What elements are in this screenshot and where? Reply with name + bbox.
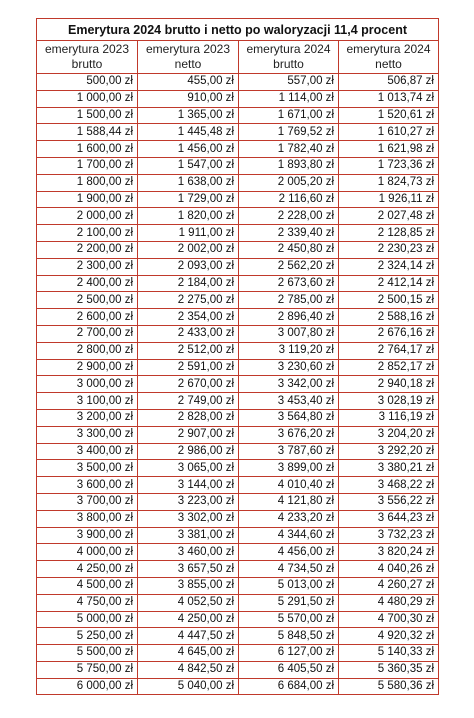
pension-table-sheet [36, 18, 438, 695]
cell-2024-gross: 3 342,00 zł [239, 376, 339, 393]
table-row [37, 393, 439, 410]
header-line: emerytura 2023 [44, 42, 130, 56]
cell-2023-gross: 5 000,00 zł [37, 611, 138, 628]
cell-2024-net: 2 324,14 zł [339, 258, 439, 275]
cell-2024-gross: 5 570,00 zł [239, 611, 339, 628]
cell-2023-net: 4 052,50 zł [138, 594, 239, 611]
cell-2023-gross: 2 600,00 zł [37, 309, 138, 326]
cell-2023-gross: 5 500,00 zł [37, 645, 138, 662]
cell-2024-net: 2 230,23 zł [339, 241, 439, 258]
cell-2024-gross: 2 116,60 zł [239, 191, 339, 208]
cell-2024-net: 506,87 zł [339, 74, 439, 91]
cell-2023-net: 3 460,00 zł [138, 544, 239, 561]
cell-2024-gross: 4 233,20 zł [239, 510, 339, 527]
cell-2024-net: 4 480,29 zł [339, 594, 439, 611]
cell-2024-gross: 1 114,00 zł [239, 90, 339, 107]
table-row [37, 107, 439, 124]
table-row [37, 645, 439, 662]
table-row [37, 510, 439, 527]
table-header-row [37, 41, 439, 74]
table-row [37, 90, 439, 107]
table-row [37, 678, 439, 695]
cell-2024-net: 1 723,36 zł [339, 157, 439, 174]
cell-2023-gross: 500,00 zł [37, 74, 138, 91]
cell-2024-gross: 2 896,40 zł [239, 309, 339, 326]
table-row [37, 661, 439, 678]
table-row [37, 141, 439, 158]
cell-2024-gross: 557,00 zł [239, 74, 339, 91]
cell-2023-net: 455,00 zł [138, 74, 239, 91]
cell-2024-gross: 3 230,60 zł [239, 359, 339, 376]
cell-2024-gross: 4 010,40 zł [239, 477, 339, 494]
cell-2023-gross: 1 500,00 zł [37, 107, 138, 124]
cell-2024-net: 2 027,48 zł [339, 208, 439, 225]
table-row [37, 275, 439, 292]
cell-2023-net: 1 820,00 zł [138, 208, 239, 225]
cell-2023-gross: 6 000,00 zł [37, 678, 138, 695]
cell-2023-net: 3 657,50 zł [138, 561, 239, 578]
cell-2023-net: 5 040,00 zł [138, 678, 239, 695]
table-row [37, 628, 439, 645]
cell-2024-net: 4 920,32 zł [339, 628, 439, 645]
table-row [37, 191, 439, 208]
cell-2023-net: 2 986,00 zł [138, 443, 239, 460]
cell-2024-net: 2 412,14 zł [339, 275, 439, 292]
cell-2024-gross: 3 453,40 zł [239, 393, 339, 410]
cell-2023-net: 2 275,00 zł [138, 292, 239, 309]
table-row [37, 174, 439, 191]
cell-2023-net: 3 065,00 zł [138, 460, 239, 477]
cell-2024-gross: 1 769,52 zł [239, 124, 339, 141]
header-line: emerytura 2024 [346, 42, 431, 56]
table-row [37, 527, 439, 544]
cell-2023-net: 3 144,00 zł [138, 477, 239, 494]
cell-2023-gross: 1 588,44 zł [37, 124, 138, 141]
cell-2024-net: 5 360,35 zł [339, 661, 439, 678]
cell-2024-net: 2 128,85 zł [339, 225, 439, 242]
cell-2023-net: 3 855,00 zł [138, 577, 239, 594]
cell-2024-gross: 6 127,00 zł [239, 645, 339, 662]
cell-2024-gross: 3 119,20 zł [239, 342, 339, 359]
cell-2023-gross: 3 100,00 zł [37, 393, 138, 410]
table-row [37, 611, 439, 628]
table-row [37, 426, 439, 443]
cell-2023-net: 1 456,00 zł [138, 141, 239, 158]
cell-2024-gross: 2 673,60 zł [239, 275, 339, 292]
cell-2024-net: 3 732,23 zł [339, 527, 439, 544]
cell-2024-gross: 2 785,00 zł [239, 292, 339, 309]
cell-2024-gross: 5 291,50 zł [239, 594, 339, 611]
cell-2024-net: 3 028,19 zł [339, 393, 439, 410]
cell-2024-gross: 2 339,40 zł [239, 225, 339, 242]
cell-2023-gross: 4 250,00 zł [37, 561, 138, 578]
header-line: brutto [71, 57, 103, 71]
cell-2024-net: 4 700,30 zł [339, 611, 439, 628]
table-row [37, 477, 439, 494]
cell-2023-gross: 3 400,00 zł [37, 443, 138, 460]
header-line: emerytura 2023 [145, 42, 231, 56]
cell-2024-net: 3 556,22 zł [339, 493, 439, 510]
table-row [37, 577, 439, 594]
table-row [37, 493, 439, 510]
cell-2024-gross: 6 684,00 zł [239, 678, 339, 695]
cell-2023-net: 2 512,00 zł [138, 342, 239, 359]
cell-2024-gross: 3 007,80 zł [239, 325, 339, 342]
table-row [37, 594, 439, 611]
cell-2024-gross: 3 899,00 zł [239, 460, 339, 477]
table-row [37, 292, 439, 309]
header-pension-2024-net [339, 41, 439, 74]
cell-2023-net: 3 381,00 zł [138, 527, 239, 544]
cell-2023-net: 2 433,00 zł [138, 325, 239, 342]
cell-2024-net: 1 610,27 zł [339, 124, 439, 141]
cell-2023-gross: 3 000,00 zł [37, 376, 138, 393]
cell-2024-gross: 1 893,80 zł [239, 157, 339, 174]
cell-2024-gross: 1 782,40 zł [239, 141, 339, 158]
cell-2024-gross: 4 121,80 zł [239, 493, 339, 510]
cell-2024-gross: 2 005,20 zł [239, 174, 339, 191]
table-row [37, 74, 439, 91]
header-pension-2023-gross [37, 41, 138, 74]
cell-2024-net: 4 040,26 zł [339, 561, 439, 578]
table-row [37, 225, 439, 242]
table-title: Emerytura 2024 brutto i netto po waloryzacji 11,4 procent [37, 19, 439, 41]
cell-2024-net: 2 500,15 zł [339, 292, 439, 309]
cell-2024-gross: 4 734,50 zł [239, 561, 339, 578]
table-row [37, 443, 439, 460]
cell-2023-gross: 2 400,00 zł [37, 275, 138, 292]
cell-2024-net: 1 520,61 zł [339, 107, 439, 124]
cell-2024-net: 1 621,98 zł [339, 141, 439, 158]
cell-2023-gross: 2 700,00 zł [37, 325, 138, 342]
table-row [37, 460, 439, 477]
cell-2024-net: 2 852,17 zł [339, 359, 439, 376]
cell-2023-gross: 3 200,00 zł [37, 409, 138, 426]
header-line: brutto [273, 57, 304, 71]
header-pension-2023-net [138, 41, 239, 74]
cell-2023-gross: 3 300,00 zł [37, 426, 138, 443]
cell-2024-net: 2 676,16 zł [339, 325, 439, 342]
table-row [37, 359, 439, 376]
cell-2023-gross: 4 500,00 zł [37, 577, 138, 594]
cell-2024-gross: 2 228,00 zł [239, 208, 339, 225]
table-row [37, 241, 439, 258]
cell-2023-gross: 4 000,00 zł [37, 544, 138, 561]
cell-2023-net: 4 250,00 zł [138, 611, 239, 628]
cell-2023-gross: 3 700,00 zł [37, 493, 138, 510]
cell-2024-net: 2 940,18 zł [339, 376, 439, 393]
cell-2024-net: 3 380,21 zł [339, 460, 439, 477]
cell-2024-net: 2 764,17 zł [339, 342, 439, 359]
cell-2024-gross: 2 450,80 zł [239, 241, 339, 258]
cell-2023-net: 3 302,00 zł [138, 510, 239, 527]
cell-2024-net: 3 644,23 zł [339, 510, 439, 527]
cell-2024-net: 4 260,27 zł [339, 577, 439, 594]
table-row [37, 325, 439, 342]
cell-2023-net: 2 354,00 zł [138, 309, 239, 326]
header-line: emerytura 2024 [246, 42, 331, 56]
table-row [37, 309, 439, 326]
cell-2023-gross: 3 900,00 zł [37, 527, 138, 544]
cell-2024-net: 2 588,16 zł [339, 309, 439, 326]
cell-2024-gross: 5 848,50 zł [239, 628, 339, 645]
cell-2023-net: 2 002,00 zł [138, 241, 239, 258]
cell-2023-gross: 3 600,00 zł [37, 477, 138, 494]
cell-2024-gross: 5 013,00 zł [239, 577, 339, 594]
cell-2023-net: 2 670,00 zł [138, 376, 239, 393]
cell-2023-gross: 2 800,00 zł [37, 342, 138, 359]
cell-2024-gross: 3 787,60 zł [239, 443, 339, 460]
cell-2024-net: 3 116,19 zł [339, 409, 439, 426]
pension-table [36, 18, 439, 695]
cell-2024-gross: 2 562,20 zł [239, 258, 339, 275]
cell-2023-gross: 1 700,00 zł [37, 157, 138, 174]
table-title-row [37, 19, 439, 41]
cell-2024-net: 5 580,36 zł [339, 678, 439, 695]
cell-2024-net: 3 292,20 zł [339, 443, 439, 460]
cell-2023-gross: 1 600,00 zł [37, 141, 138, 158]
table-row [37, 208, 439, 225]
cell-2024-net: 3 468,22 zł [339, 477, 439, 494]
header-line: netto [375, 57, 402, 71]
table-row [37, 124, 439, 141]
cell-2024-net: 3 820,24 zł [339, 544, 439, 561]
cell-2024-net: 1 824,73 zł [339, 174, 439, 191]
cell-2023-net: 2 907,00 zł [138, 426, 239, 443]
table-body [37, 74, 439, 695]
cell-2023-gross: 2 100,00 zł [37, 225, 138, 242]
cell-2023-net: 2 591,00 zł [138, 359, 239, 376]
table-row [37, 157, 439, 174]
cell-2023-gross: 1 000,00 zł [37, 90, 138, 107]
cell-2023-net: 1 365,00 zł [138, 107, 239, 124]
table-row [37, 561, 439, 578]
cell-2023-net: 2 749,00 zł [138, 393, 239, 410]
cell-2023-gross: 5 250,00 zł [37, 628, 138, 645]
cell-2024-gross: 4 456,00 zł [239, 544, 339, 561]
cell-2023-net: 4 447,50 zł [138, 628, 239, 645]
cell-2023-gross: 1 900,00 zł [37, 191, 138, 208]
cell-2023-net: 1 638,00 zł [138, 174, 239, 191]
cell-2023-gross: 4 750,00 zł [37, 594, 138, 611]
cell-2023-net: 910,00 zł [138, 90, 239, 107]
cell-2023-gross: 3 500,00 zł [37, 460, 138, 477]
cell-2023-net: 2 828,00 zł [138, 409, 239, 426]
cell-2024-net: 1 013,74 zł [339, 90, 439, 107]
cell-2023-net: 2 184,00 zł [138, 275, 239, 292]
cell-2024-gross: 6 405,50 zł [239, 661, 339, 678]
cell-2023-net: 1 445,48 zł [138, 124, 239, 141]
cell-2024-net: 5 140,33 zł [339, 645, 439, 662]
cell-2024-gross: 3 676,20 zł [239, 426, 339, 443]
cell-2024-net: 3 204,20 zł [339, 426, 439, 443]
cell-2023-gross: 2 500,00 zł [37, 292, 138, 309]
cell-2023-net: 1 547,00 zł [138, 157, 239, 174]
table-row [37, 544, 439, 561]
cell-2023-net: 1 911,00 zł [138, 225, 239, 242]
cell-2023-gross: 1 800,00 zł [37, 174, 138, 191]
cell-2023-net: 3 223,00 zł [138, 493, 239, 510]
cell-2023-gross: 2 000,00 zł [37, 208, 138, 225]
cell-2024-gross: 4 344,60 zł [239, 527, 339, 544]
cell-2024-net: 1 926,11 zł [339, 191, 439, 208]
cell-2023-gross: 5 750,00 zł [37, 661, 138, 678]
cell-2023-net: 4 842,50 zł [138, 661, 239, 678]
table-row [37, 258, 439, 275]
header-pension-2024-gross [239, 41, 339, 74]
header-line: netto [174, 57, 202, 71]
cell-2023-gross: 2 300,00 zł [37, 258, 138, 275]
cell-2023-gross: 2 200,00 zł [37, 241, 138, 258]
cell-2023-gross: 2 900,00 zł [37, 359, 138, 376]
cell-2023-net: 4 645,00 zł [138, 645, 239, 662]
table-row [37, 376, 439, 393]
cell-2023-net: 1 729,00 zł [138, 191, 239, 208]
table-row [37, 342, 439, 359]
cell-2023-gross: 3 800,00 zł [37, 510, 138, 527]
cell-2024-gross: 1 671,00 zł [239, 107, 339, 124]
cell-2024-gross: 3 564,80 zł [239, 409, 339, 426]
cell-2023-net: 2 093,00 zł [138, 258, 239, 275]
table-row [37, 409, 439, 426]
